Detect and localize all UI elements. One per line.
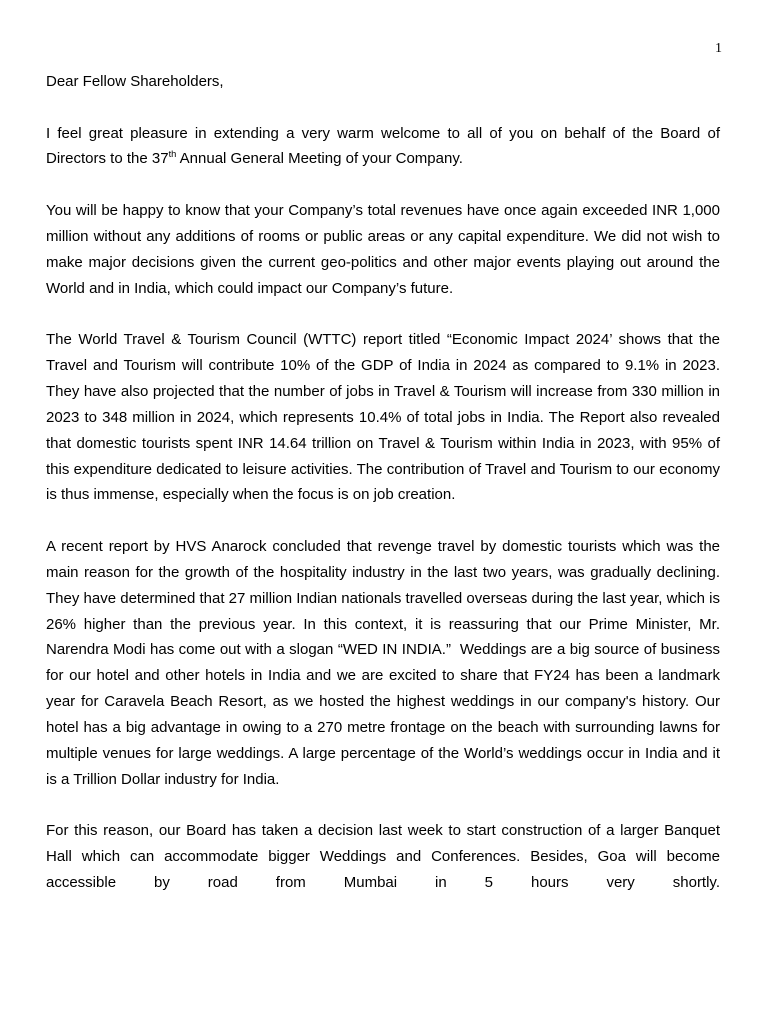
paragraph-wttc-report: The World Travel & Tourism Council (WTTC) report titled “Economic Impact 2024’ shows that the Travel and Tourism will contribute 10% of the GDP of India in 2024 as compared to 9.1% in 2023. They have also projected that the number of jobs in Travel & Tourism will increase from 330 million in 2023 to 348 million in 2024, which represents 10.4% of total jobs in India. The Report also revealed that domestic tourists spent INR 14.64 trillion on Travel & Tourism within India in 2023, with 95% of this expenditure dedicated to leisure activities. The contribution of Travel and Tourism to our economy is thus immense, especially when the focus is on job creation. (46, 331, 725, 504)
welcome-text-after-ordinal: Annual General Meeting of your Company. (176, 150, 463, 168)
paragraph-banquet-hall: For this reason, our Board has taken a decision last week to start construction of a larger Banquet Hall which can accommodate bigger Weddings and Conferences. Besides, Goa will become accessible by road from Mumbai in 5 hours very shortly. (46, 822, 725, 891)
page-number: 1 (715, 41, 722, 56)
paragraph-hvs-anarock-report: A recent report by HVS Anarock concluded that revenge travel by domestic tourists which was the main reason for the growth of the hospitality industry in the last two years, was gradually declining. They have determined that 27 million Indian nationals travelled overseas during the last year, which is 26% higher than the previous year. In this context, it is reassuring that our Prime Minister, Mr. Narendra Modi has come out with a slogan “WED IN INDIA.” Weddings are a big source of business for our hotel and other hotels in India and we are excited to share that FY24 has been a landmark year for Caravela Beach Resort, as we hosted the highest weddings in our company's history. Our hotel has a big advantage in owing to a 270 metre frontage on the beach with surrounding lawns for multiple venues for large weddings. A large percentage of the World’s weddings occur in India and it is a Trillion Dollar industry for India. (46, 538, 725, 788)
letter-body (46, 69, 725, 922)
paragraph-welcome (46, 121, 725, 173)
paragraph-revenues: You will be happy to know that your Company’s total revenues have once again exceeded INR 1,000 million without any additions of rooms or public areas or any capital expenditure. We did not wish to make major decisions given the current geo-politics and other major events playing out around the World and in India, which could impact our Company’s future. (46, 202, 725, 297)
paragraph-salutation: Dear Fellow Shareholders, (46, 73, 224, 90)
welcome-text-before-ordinal: I feel great pleasure in extending a very warm welcome to all of you on behalf of the Board of Directors to the 37 (46, 124, 725, 168)
ordinal-suffix-th: th (168, 149, 177, 160)
